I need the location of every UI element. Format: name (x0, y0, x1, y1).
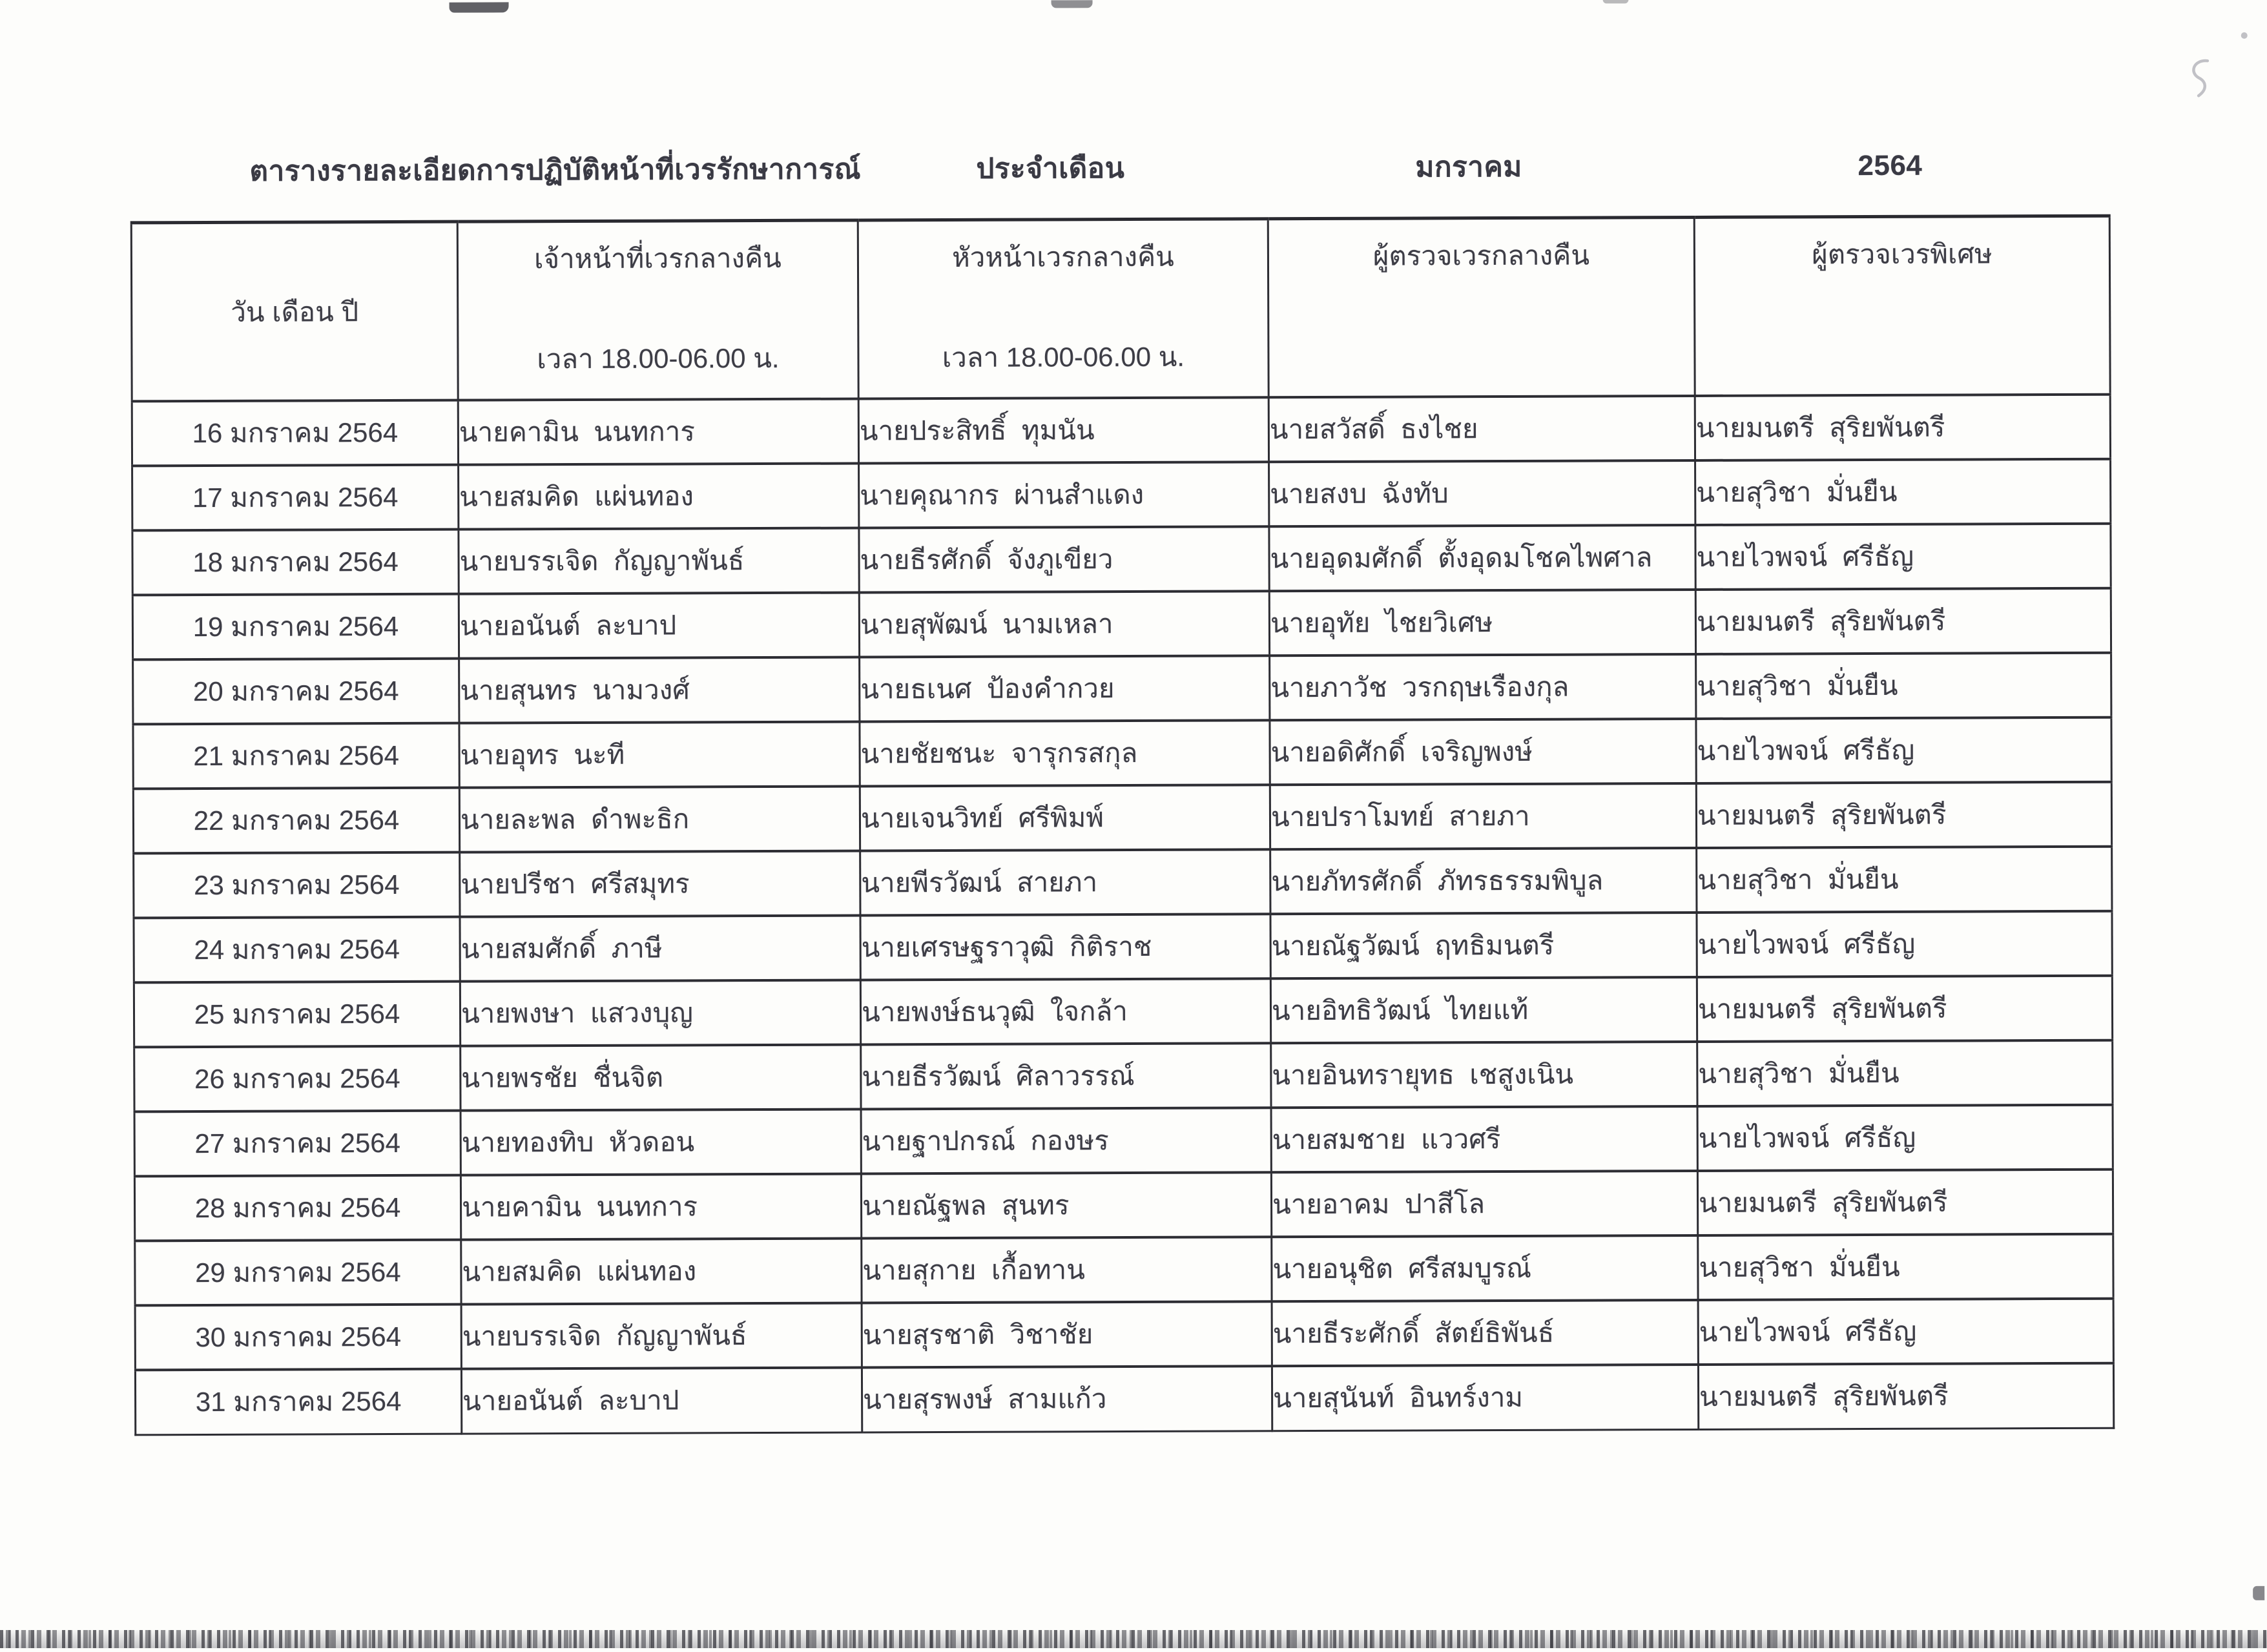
cell-night-inspector: นายณัฐวัฒน์ ฤทธิมนตรี (1270, 913, 1697, 978)
cell-night-officer: นายปรีชา ศรีสมุทร (460, 851, 860, 916)
cell-date: 23 มกราคม 2564 (134, 852, 460, 918)
table-row (135, 1299, 2113, 1370)
cell-special-inspector: นายมนตรี สุริยพันตรี (1697, 1170, 2113, 1235)
cell-night-officer: นายทองทิบ หัวดอน (461, 1109, 861, 1175)
col-header-date-label: วัน เดือน ปี (231, 296, 359, 327)
table-row (134, 976, 2112, 1048)
table-row (132, 524, 2111, 595)
cell-special-inspector: นายมนตรี สุริยพันตรี (1695, 395, 2110, 460)
cell-special-inspector: นายสุวิชา มั่นยืน (1698, 1234, 2113, 1300)
cell-night-chief: นายธเนศ ป้องคำกวย (860, 656, 1270, 721)
cell-date: 20 มกราคม 2564 (133, 659, 459, 725)
cell-night-chief: นายคุณากร ผ่านสำแดง (859, 462, 1269, 528)
cell-night-inspector: นายอนุชิต ศรีสมบูรณ์ (1272, 1235, 1698, 1301)
cell-night-chief: นายชัยชนะ จารุกรสกุล (860, 720, 1270, 786)
cell-night-inspector: นายสมชาย แววศรี (1271, 1106, 1697, 1172)
cell-special-inspector: นายไวพจน์ ศรีธัญ (1695, 524, 2111, 590)
scan-artifact-top-speck (1603, 0, 1629, 3)
cell-night-officer: นายพงษา แสวงบุญ (460, 980, 860, 1046)
page-title: ตารางรายละเอียดการปฏิบัติหน้าที่เวรรักษาการณ์ (249, 153, 862, 187)
cell-date: 25 มกราคม 2564 (134, 982, 460, 1048)
scan-artifact-bottom-band (0, 1630, 2267, 1648)
cell-date: 26 มกราคม 2564 (134, 1046, 461, 1112)
cell-night-chief: นายสุกาย เกื้อทาน (862, 1237, 1272, 1303)
cell-night-chief: นายเศรษฐราวุฒิ กิติราช (860, 914, 1270, 980)
cell-night-chief: นายพงษ์ธนวุฒิ ใจกล้า (860, 978, 1270, 1044)
cell-night-officer: นายสุนทร นามวงศ์ (459, 657, 860, 723)
cell-night-officer: นายบรรเจิด กัญญาพันธ์ (459, 528, 859, 594)
month-label: ประจำเดือน (976, 152, 1125, 185)
table-row (133, 718, 2111, 789)
col-header-special-inspector (1694, 216, 2110, 396)
cell-special-inspector: นายสุวิชา มั่นยืน (1697, 847, 2112, 913)
cell-night-inspector: นายอดิศักดิ์ เจริญพงษ์ (1270, 719, 1696, 785)
cell-night-chief: นายธีรวัฒน์ ศิลาวรรณ์ (861, 1043, 1271, 1109)
table-row (134, 1170, 2113, 1241)
cell-date: 24 มกราคม 2564 (134, 917, 460, 983)
cell-night-officer: นายอนันต์ ละบาป (459, 592, 859, 658)
year-value: 2564 (1858, 149, 1923, 182)
duty-roster-table (130, 214, 2115, 1436)
cell-night-inspector: นายอาคม ปาสีโล (1271, 1171, 1697, 1237)
table-row (132, 395, 2110, 466)
table-row (132, 588, 2111, 660)
col-header-night-chief (858, 219, 1268, 399)
cell-night-inspector: นายปราโมทย์ สายภา (1270, 783, 1696, 849)
cell-night-inspector: นายสวัสดิ์ ธงไชย (1268, 396, 1695, 462)
col-header-night-inspector-label: ผู้ตรวจเวรกลางคืน (1372, 240, 1590, 271)
cell-night-inspector: นายภาวัช วรกฤษเรืองกุล (1270, 654, 1696, 720)
scan-artifact-top-speck (1051, 0, 1093, 8)
cell-special-inspector: นายมนตรี สุริยพันตรี (1698, 1363, 2113, 1429)
table-row (132, 459, 2111, 531)
cell-night-inspector: นายอิทธิวัฒน์ ไทยแท้ (1270, 977, 1697, 1043)
cell-night-officer: นายบรรเจิด กัญญาพันธ์ (461, 1303, 862, 1368)
cell-special-inspector: นายไวพจน์ ศรีธัญ (1697, 1105, 2113, 1171)
cell-night-officer: นายอุทร นะที (459, 721, 860, 787)
cell-night-chief: นายพีรวัฒน์ สายภา (860, 849, 1270, 915)
cell-night-officer: นายสมคิด แผ่นทอง (459, 463, 859, 529)
col-header-night-inspector (1268, 217, 1695, 397)
cell-date: 28 มกราคม 2564 (134, 1175, 461, 1241)
col-header-date (131, 222, 458, 401)
cell-night-inspector: นายภัทรศักดิ์ ภัทรธรรมพิบูล (1270, 848, 1697, 914)
scan-artifact-dot (2241, 32, 2248, 39)
cell-night-chief: นายธีรศักดิ์ จังภูเขียว (859, 526, 1269, 592)
month-value: มกราคม (1415, 150, 1522, 183)
cell-special-inspector: นายไวพจน์ ศรีธัญ (1698, 1299, 2113, 1365)
col-header-night-chief-label: หัวหน้าเวรกลางคืน (951, 241, 1174, 273)
cell-night-inspector: นายสุนันท์ อินทร์งาม (1272, 1365, 1698, 1430)
cell-night-chief: นายสุรชาติ วิชาชัย (862, 1301, 1272, 1367)
col-header-night-officer-time: เวลา 18.00-06.00 น. (537, 342, 780, 375)
table-row (134, 847, 2112, 918)
cell-date: 17 มกราคม 2564 (132, 465, 459, 531)
table-row (134, 1040, 2113, 1112)
table-row (133, 653, 2111, 725)
table-row (135, 1363, 2113, 1435)
cell-special-inspector: นายสุวิชา มั่นยืน (1697, 1040, 2113, 1106)
cell-date: 30 มกราคม 2564 (135, 1305, 461, 1370)
cell-special-inspector: นายไวพจน์ ศรีธัญ (1697, 911, 2112, 977)
scan-artifact-top-speck (450, 2, 509, 12)
roster-body (132, 395, 2114, 1435)
cell-night-chief: นายเจนวิทย์ ศรีพิมพ์ (860, 785, 1270, 851)
col-header-special-inspector-label: ผู้ตรวจเวรพิเศษ (1812, 238, 1993, 270)
cell-night-inspector: นายธีระศักดิ์ สัตย์ธิพันธ์ (1272, 1300, 1698, 1366)
cell-night-officer: นายสมศักดิ์ ภาษี (460, 915, 860, 981)
cell-date: 29 มกราคม 2564 (135, 1240, 461, 1306)
table-row (133, 782, 2111, 854)
cell-night-chief: นายฐาปกรณ์ กองษร (861, 1108, 1271, 1173)
table-row (134, 911, 2112, 983)
cell-special-inspector: นายไวพจน์ ศรีธัญ (1696, 718, 2111, 783)
scan-artifact-edge-mark (2253, 1586, 2264, 1600)
cell-night-officer: นายอนันต์ ละบาป (461, 1367, 862, 1433)
title-row (0, 0, 2264, 187)
col-header-night-chief-time: เวลา 18.00-06.00 น. (942, 341, 1185, 373)
cell-date: 21 มกราคม 2564 (133, 723, 459, 789)
cell-special-inspector: นายมนตรี สุริยพันตรี (1696, 782, 2111, 848)
cell-special-inspector: นายสุวิชา มั่นยืน (1695, 459, 2111, 525)
cell-date: 16 มกราคม 2564 (132, 400, 458, 466)
cell-night-inspector: นายสงบ ฉังทับ (1269, 460, 1695, 526)
cell-special-inspector: นายมนตรี สุริยพันตรี (1695, 588, 2111, 654)
cell-night-officer: นายสมคิด แผ่นทอง (461, 1238, 862, 1304)
table-row (134, 1105, 2113, 1177)
cell-date: 22 มกราคม 2564 (133, 788, 459, 854)
col-header-night-officer-label: เจ้าหน้าที่เวรกลางคืน (533, 242, 782, 274)
scan-artifact-pen-squiggle (2186, 56, 2217, 101)
cell-night-chief: นายสุรพงษ์ สามแก้ว (862, 1366, 1272, 1432)
cell-date: 18 มกราคม 2564 (132, 530, 459, 595)
cell-special-inspector: นายสุวิชา มั่นยืน (1696, 653, 2111, 719)
cell-date: 19 มกราคม 2564 (132, 594, 459, 660)
cell-special-inspector: นายมนตรี สุริยพันตรี (1697, 976, 2112, 1042)
cell-night-chief: นายสุพัฒน์ นามเหลา (859, 591, 1269, 657)
cell-night-chief: นายประสิทธิ์ ทุมนัน (858, 397, 1268, 463)
cell-night-chief: นายณัฐพล สุนทร (861, 1172, 1271, 1238)
cell-night-inspector: นายอุดมศักดิ์ ตั้งอุดมโชคไพศาล (1269, 525, 1695, 591)
cell-night-officer: นายคามิน นนทการ (458, 398, 858, 464)
cell-night-inspector: นายอุทัย ไชยวิเศษ (1269, 590, 1695, 656)
cell-night-officer: นายคามิน นนทการ (461, 1173, 861, 1239)
col-header-night-officer (457, 220, 858, 400)
table-row (135, 1234, 2113, 1306)
cell-night-inspector: นายอินทรายุทธ เชสูงเนิน (1271, 1042, 1697, 1108)
cell-night-officer: นายพรชัย ชื่นจิต (461, 1044, 861, 1110)
cell-night-officer: นายละพล ดำพะธิก (459, 786, 860, 852)
cell-date: 27 มกราคม 2564 (134, 1111, 461, 1177)
cell-date: 31 มกราคม 2564 (135, 1369, 461, 1435)
header-row (131, 216, 2110, 401)
table-header (131, 216, 2110, 401)
